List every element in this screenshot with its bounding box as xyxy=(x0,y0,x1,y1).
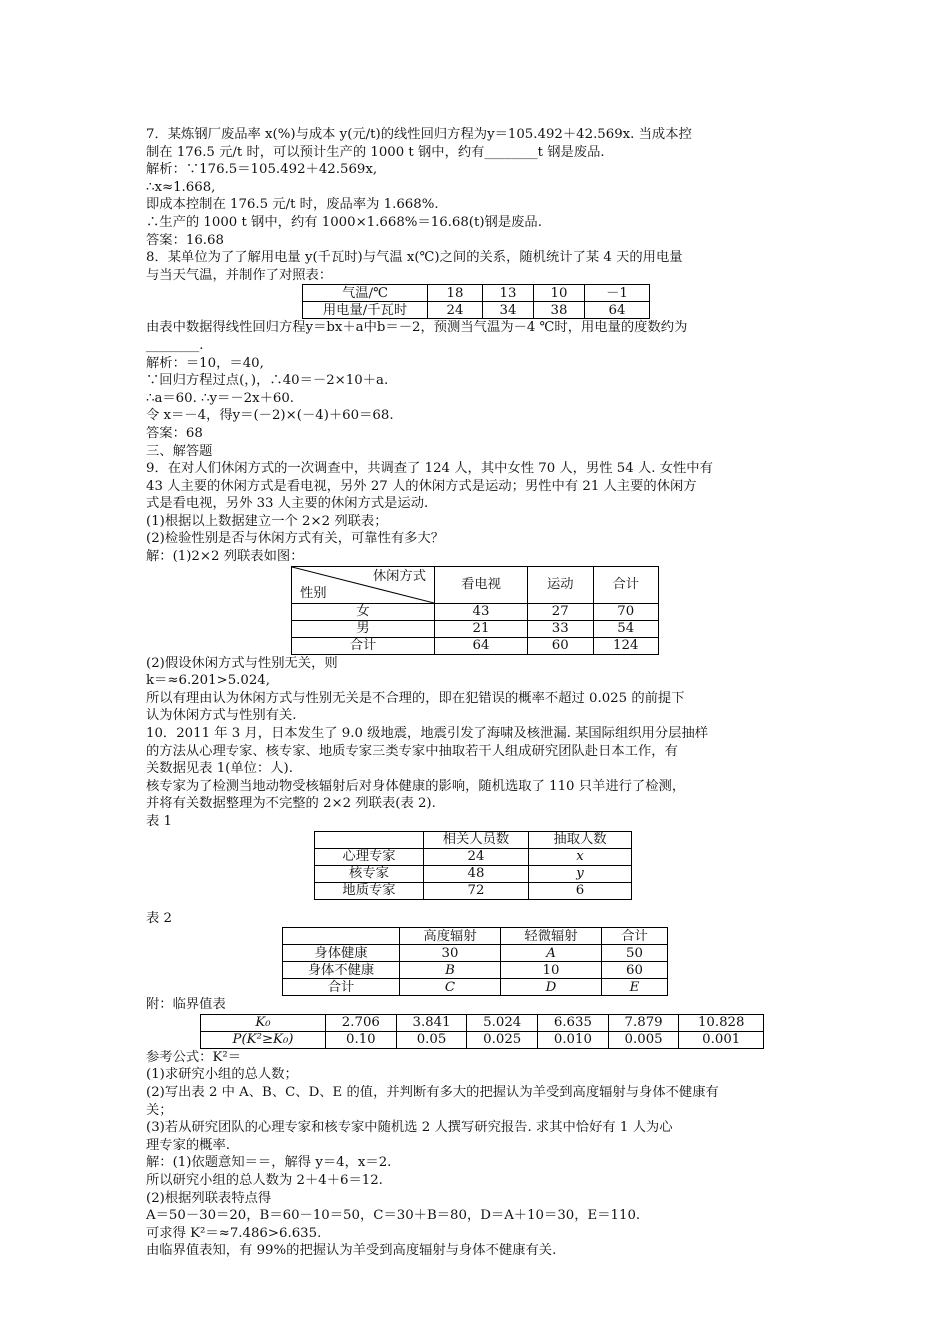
text-line: 9．在对人们休闲方式的一次调查中，共调查了 124 人，其中女性 70 人，男性 54 人. 女性中有 xyxy=(146,461,713,477)
table-row xyxy=(292,637,659,654)
text-line: ∴a＝60. ∴y＝－2x＋60. xyxy=(146,390,295,406)
text-line: (1)求研究小组的总人数； xyxy=(146,1067,298,1083)
table-cell-value: A xyxy=(546,945,556,961)
radiation-health-table xyxy=(282,927,668,996)
text-line: (2)根据列联表特点得 xyxy=(146,1190,272,1206)
text-line: 7．某炼钢厂废品率 x(%)与成本 y(元/t)的线性回归方程为y＝105.492＋42.569x. 当成本控 xyxy=(146,127,692,142)
table-cell xyxy=(529,865,632,882)
table-cell: 54 xyxy=(593,620,659,637)
table-cell-value: B xyxy=(445,962,455,978)
text-line: (2)假设休闲方式与性别无关，则 xyxy=(146,655,338,671)
table-cell: 34 xyxy=(483,302,534,319)
diagonal-header-cell xyxy=(292,566,435,603)
table-row xyxy=(303,285,650,302)
text-line: ∴生产的 1000 t 钢中，约有 1000×1.668%＝16.68(t)钢是废品. xyxy=(146,214,542,230)
table-cell: 身体健康 xyxy=(283,945,400,962)
table-header xyxy=(283,928,400,945)
text-line: 的方法从心理专家、核专家、地质专家三类专家中抽取若干人组成研究团队赴日本工作，有 xyxy=(146,743,678,759)
temperature-usage-table xyxy=(302,284,650,319)
table-cell xyxy=(501,979,602,996)
problem-7-8-text xyxy=(146,126,810,284)
text-line: (1)根据以上数据建立一个 2×2 列联表； xyxy=(146,513,388,529)
table-cell: －1 xyxy=(585,285,650,302)
table-header-row xyxy=(292,566,659,603)
table-cell: 合计 xyxy=(283,979,400,996)
text-line: 并将有关数据整理为不完整的 2×2 列联表(表 2). xyxy=(146,796,436,812)
text-line: ________. xyxy=(146,337,204,353)
text-line: 解：(1)依题意知＝＝，解得 y＝4，x＝2. xyxy=(146,1155,392,1171)
table-cell: 64 xyxy=(435,637,528,654)
table-cell: 124 xyxy=(593,637,659,654)
table-row xyxy=(201,1031,764,1048)
text-line: (2)写出表 2 中 A、B、C、D、E 的值，并判断有多大的把握认为羊受到高度辐射与身体不健康有 xyxy=(146,1084,719,1100)
text-line: 令 x＝－4，得y＝(－2)×(－4)＋60＝68. xyxy=(146,408,394,424)
table-cell: 10 xyxy=(534,285,585,302)
table-caption: 附：临界值表 xyxy=(146,997,226,1013)
table-row xyxy=(303,302,650,319)
table-header: 抽取人数 xyxy=(529,831,632,848)
text-line: 由临界值表知，有 99%的把握认为羊受到高度辐射与身体不健康有关. xyxy=(146,1243,557,1259)
table-cell: 5.024 xyxy=(467,1014,538,1031)
critical-value-table xyxy=(200,1014,764,1049)
text-line: 解析：∵176.5＝105.492＋42.569x, xyxy=(146,162,378,178)
text-line: 关数据见表 1(单位：人). xyxy=(146,761,293,777)
table-cell: 0.005 xyxy=(608,1031,679,1048)
text-line: 式是看电视，另外 33 人主要的休闲方式是运动. xyxy=(146,496,429,512)
table-cell: 用电量/千瓦时 xyxy=(303,302,428,319)
table-header: 高度辐射 xyxy=(400,928,501,945)
table-cell: 48 xyxy=(424,865,529,882)
table-cell xyxy=(529,848,632,865)
table-row xyxy=(292,620,659,637)
problem-10-solution-text xyxy=(146,1049,810,1260)
text-line: 43 人主要的休闲方式是看电视，另外 27 人的休闲方式是运动；男性中有 21 人主要的休闲方 xyxy=(146,478,697,494)
table-cell: 10.828 xyxy=(679,1014,764,1031)
table-caption: 表 1 xyxy=(146,814,172,829)
table-header: 合计 xyxy=(593,566,659,603)
table-cell-value: y xyxy=(576,866,584,882)
text-line: (2)检验性别是否与休闲方式有关，可靠性有多大？ xyxy=(146,531,445,547)
table-row xyxy=(315,865,632,882)
table-cell: 24 xyxy=(428,302,483,319)
table-header: 合计 xyxy=(602,928,668,945)
table-row xyxy=(292,603,659,620)
table-cell: 64 xyxy=(585,302,650,319)
text-line: 制在 176.5 元/t 时，可以预计生产的 1000 t 钢中，约有________t 钢是废品. xyxy=(146,144,605,160)
table-cell: 女 xyxy=(292,603,435,620)
table-cell: 气温/℃ xyxy=(303,285,428,302)
table-cell: 0.10 xyxy=(326,1031,397,1048)
table-cell: 核专家 xyxy=(315,865,424,882)
table-cell: 0.010 xyxy=(538,1031,609,1048)
table-cell xyxy=(400,962,501,979)
text-line: 可求得 K²＝≈7.486>6.635. xyxy=(146,1225,322,1241)
problem-8-9-text xyxy=(146,319,810,565)
table-cell-value: x xyxy=(576,849,584,865)
table-cell: 60 xyxy=(602,962,668,979)
text-line: 解：(1)2×2 列联表如图： xyxy=(146,549,304,565)
text-line: 答案：16.68 xyxy=(146,232,224,248)
table-cell: 43 xyxy=(435,603,528,620)
table-cell: 7.879 xyxy=(608,1014,679,1031)
text-line: 理专家的概率. xyxy=(146,1137,231,1153)
table-cell: 0.025 xyxy=(467,1031,538,1048)
table-header: 相关人员数 xyxy=(424,831,529,848)
table-cell: 身体不健康 xyxy=(283,962,400,979)
table-cell-value: E xyxy=(629,979,640,995)
table-row xyxy=(283,962,668,979)
table-cell: 38 xyxy=(534,302,585,319)
diag-bottom-label: 性别 xyxy=(300,585,327,601)
table-cell: 72 xyxy=(424,882,529,899)
table-row xyxy=(283,979,668,996)
row-label: K₀ xyxy=(255,1015,271,1031)
table-header: 轻微辐射 xyxy=(501,928,602,945)
table-cell: 0.001 xyxy=(679,1031,764,1048)
text-line: 解析：＝10，＝40, xyxy=(146,355,264,371)
table-cell: 21 xyxy=(435,620,528,637)
text-line: 所以研究小组的总人数为 2＋4＋6＝12. xyxy=(146,1172,383,1188)
table-cell xyxy=(400,979,501,996)
text-line: 即成本控制在 176.5 元/t 时，废品率为 1.668%. xyxy=(146,197,439,213)
table-row xyxy=(283,945,668,962)
text-line: 核专家为了检测当地动物受核辐射后对身体健康的影响，随机选取了 110 只羊进行了检测， xyxy=(146,778,686,794)
text-line: 由表中数据得线性回归方程y＝bx＋a中b＝－2，预测当气温为－4 ℃时，用电量的度数约为 xyxy=(146,320,688,336)
table-cell: 心理专家 xyxy=(315,848,424,865)
table-header: 看电视 xyxy=(435,566,528,603)
table-cell: 24 xyxy=(424,848,529,865)
table-cell: 60 xyxy=(528,637,593,654)
table-cell: 2.706 xyxy=(326,1014,397,1031)
table-cell: 地质专家 xyxy=(315,882,424,899)
table-header-row xyxy=(315,831,632,848)
table-cell xyxy=(501,945,602,962)
text-line: 与当天气温，并制作了对照表： xyxy=(146,267,333,283)
table-cell: 10 xyxy=(501,962,602,979)
table-cell xyxy=(602,979,668,996)
text-line: (3)若从研究团队的心理专家和核专家中随机选 2 人撰写研究报告. 求其中恰好有 1 人为心 xyxy=(146,1120,673,1136)
table-cell xyxy=(201,1014,326,1031)
table-cell: 6.635 xyxy=(538,1014,609,1031)
text-line: 10．2011 年 3 月，日本发生了 9.0 级地震，地震引发了海啸及核泄漏. 某国际组织用分层抽样 xyxy=(146,726,709,742)
table-row xyxy=(201,1014,764,1031)
table-header xyxy=(315,831,424,848)
table-cell: 30 xyxy=(400,945,501,962)
text-line: ∵回归方程过点(，)，∴40＝－2×10＋a. xyxy=(146,373,389,389)
table-cell xyxy=(201,1031,326,1048)
text-line: 关； xyxy=(146,1102,173,1118)
table-row xyxy=(315,848,632,865)
row-label: P(K²≥K₀) xyxy=(232,1032,294,1048)
table-cell: 男 xyxy=(292,620,435,637)
table-cell: 70 xyxy=(593,603,659,620)
experts-table xyxy=(314,831,632,900)
table-header: 运动 xyxy=(528,566,593,603)
table-cell: 合计 xyxy=(292,637,435,654)
table-cell-value: C xyxy=(444,979,456,995)
table-cell: 0.05 xyxy=(396,1031,467,1048)
table-cell: 13 xyxy=(483,285,534,302)
problem-9-10-text xyxy=(146,655,810,831)
text-line: 所以有理由认为休闲方式与性别无关是不合理的，即在犯错误的概率不超过 0.025 的前提下 xyxy=(146,690,685,706)
document-page xyxy=(146,126,810,1260)
leisure-contingency-table xyxy=(291,566,659,655)
table-header-row xyxy=(283,928,668,945)
text-line: k＝≈6.201>5.024, xyxy=(146,673,270,689)
text-line: 参考公式：K²＝ xyxy=(146,1049,242,1065)
text-line: 8．某单位为了了解用电量 y(千瓦时)与气温 x(℃)之间的关系，随机统计了某 4 天的用电量 xyxy=(146,250,683,266)
section-heading: 三、解答题 xyxy=(146,443,213,459)
table-caption: 表 2 xyxy=(146,910,172,926)
text-line: 认为休闲方式与性别有关. xyxy=(146,708,297,724)
text-line: ∴x≈1.668, xyxy=(146,179,216,195)
text-line: 答案：68 xyxy=(146,425,203,441)
text-line: A＝50－30＝20，B＝60－10＝50，C＝30＋B＝80，D＝A＋10＝30，E＝110. xyxy=(146,1208,641,1224)
table-cell: 18 xyxy=(428,285,483,302)
table-cell: 3.841 xyxy=(396,1014,467,1031)
table-cell-value: D xyxy=(545,979,557,995)
table-cell: 50 xyxy=(602,945,668,962)
table-cell: 6 xyxy=(529,882,632,899)
table-cell: 33 xyxy=(528,620,593,637)
diag-top-label: 休闲方式 xyxy=(372,568,426,584)
table-row xyxy=(315,882,632,899)
table-cell: 27 xyxy=(528,603,593,620)
